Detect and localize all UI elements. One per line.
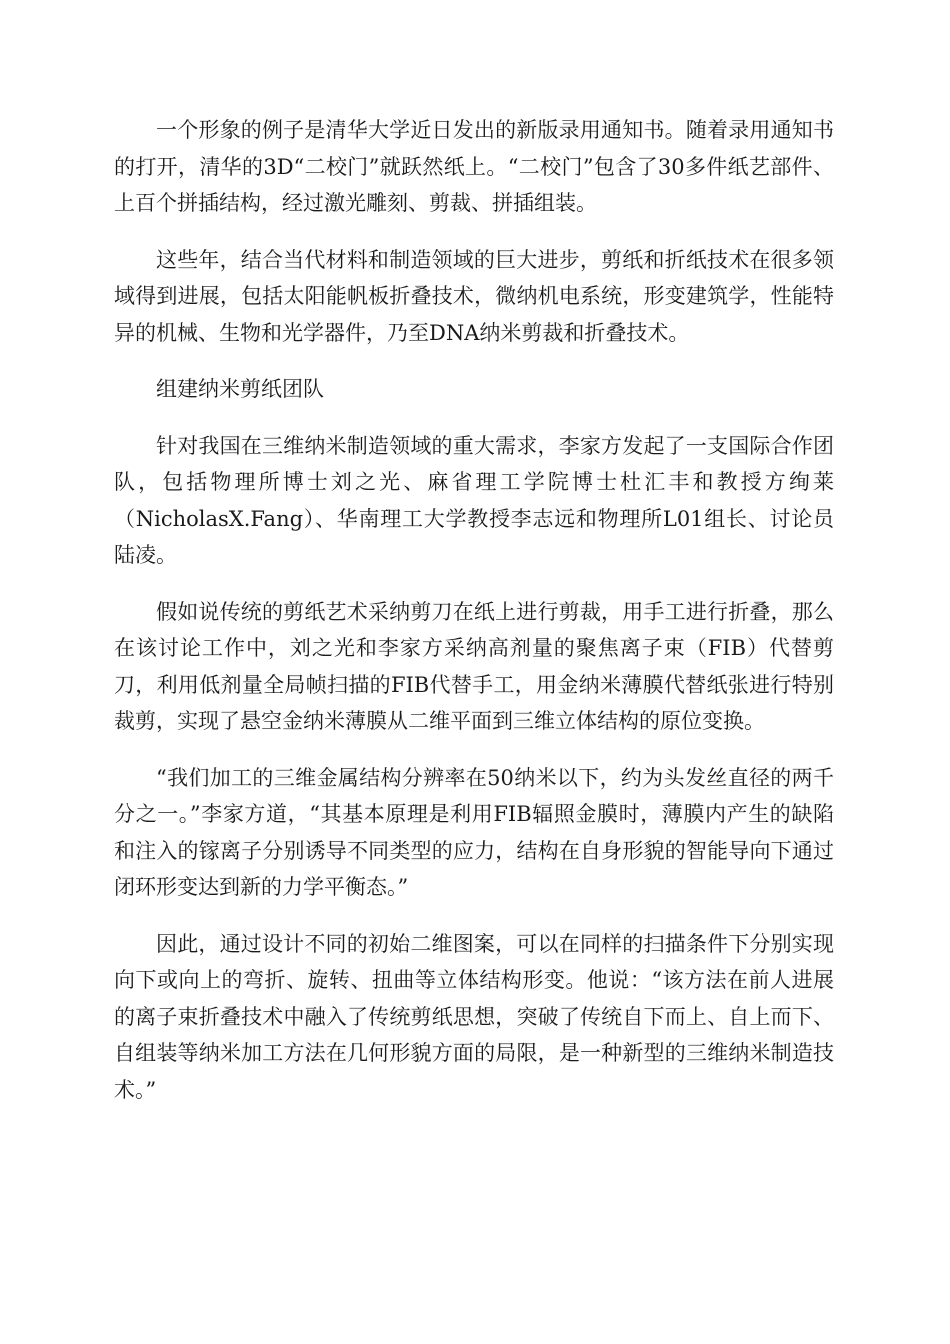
paragraph-design-patterns: 因此，通过设计不同的初始二维图案，可以在同样的扫描条件下分别实现向下或向上的弯折、旋转、扭曲等立体结构形变。他说：“该方法在前人进展的离子束折叠技术中融入了传统剪纸思想，突破了传统自下而上、自上而下、自组装等纳米加工方法在几何形貌方面的局限，是一种新型的三维纳米制造技术。”	[114, 931, 834, 1102]
paragraph-tsinghua-example: 一个形象的例子是清华大学近日发出的新版录用通知书。随着录用通知书的打开，清华的3D“二校门”就跃然纸上。“二校门”包含了30多件纸艺部件、上百个拼插结构，经过激光雕刻、剪裁、拼插组装。	[114, 118, 834, 215]
section-heading-team: 组建纳米剪纸团队	[156, 377, 324, 401]
paragraph-quote-resolution: “我们加工的三维金属结构分辨率在50纳米以下，约为头发丝直径的两千分之一。”李家方道，“其基本原理是利用FIB辐照金膜时，薄膜内产生的缺陷和注入的镓离子分别诱导不同类型的应力，结构在自身形貌的智能导向下通过闭环形变达到新的力学平衡态。”	[114, 765, 834, 899]
paragraph-team-members: 针对我国在三维纳米制造领域的重大需求，李家方发起了一支国际合作团队，包括物理所博士刘之光、麻省理工学院博士杜汇丰和教授方绚莱（NicholasX.Fang）、华南理工大学教授李志远和物理所L01组长、讨论员陆凌。	[114, 433, 834, 567]
paragraph-origami-progress: 这些年，结合当代材料和制造领域的巨大进步，剪纸和折纸技术在很多领域得到进展，包括太阳能帆板折叠技术，微纳机电系统，形变建筑学，性能特异的机械、生物和光学器件，乃至DNA纳米剪裁和折叠技术。	[114, 247, 834, 345]
article-body	[114, 112, 834, 1128]
paragraph-fib-method: 假如说传统的剪纸艺术采纳剪刀在纸上进行剪裁，用手工进行折叠，那么在该讨论工作中，刘之光和李家方采纳高剂量的聚焦离子束（FIB）代替剪刀，利用低剂量全局帧扫描的FIB代替手工，用金纳米薄膜代替纸张进行特别裁剪，实现了悬空金纳米薄膜从二维平面到三维立体结构的原位变换。	[114, 599, 834, 733]
